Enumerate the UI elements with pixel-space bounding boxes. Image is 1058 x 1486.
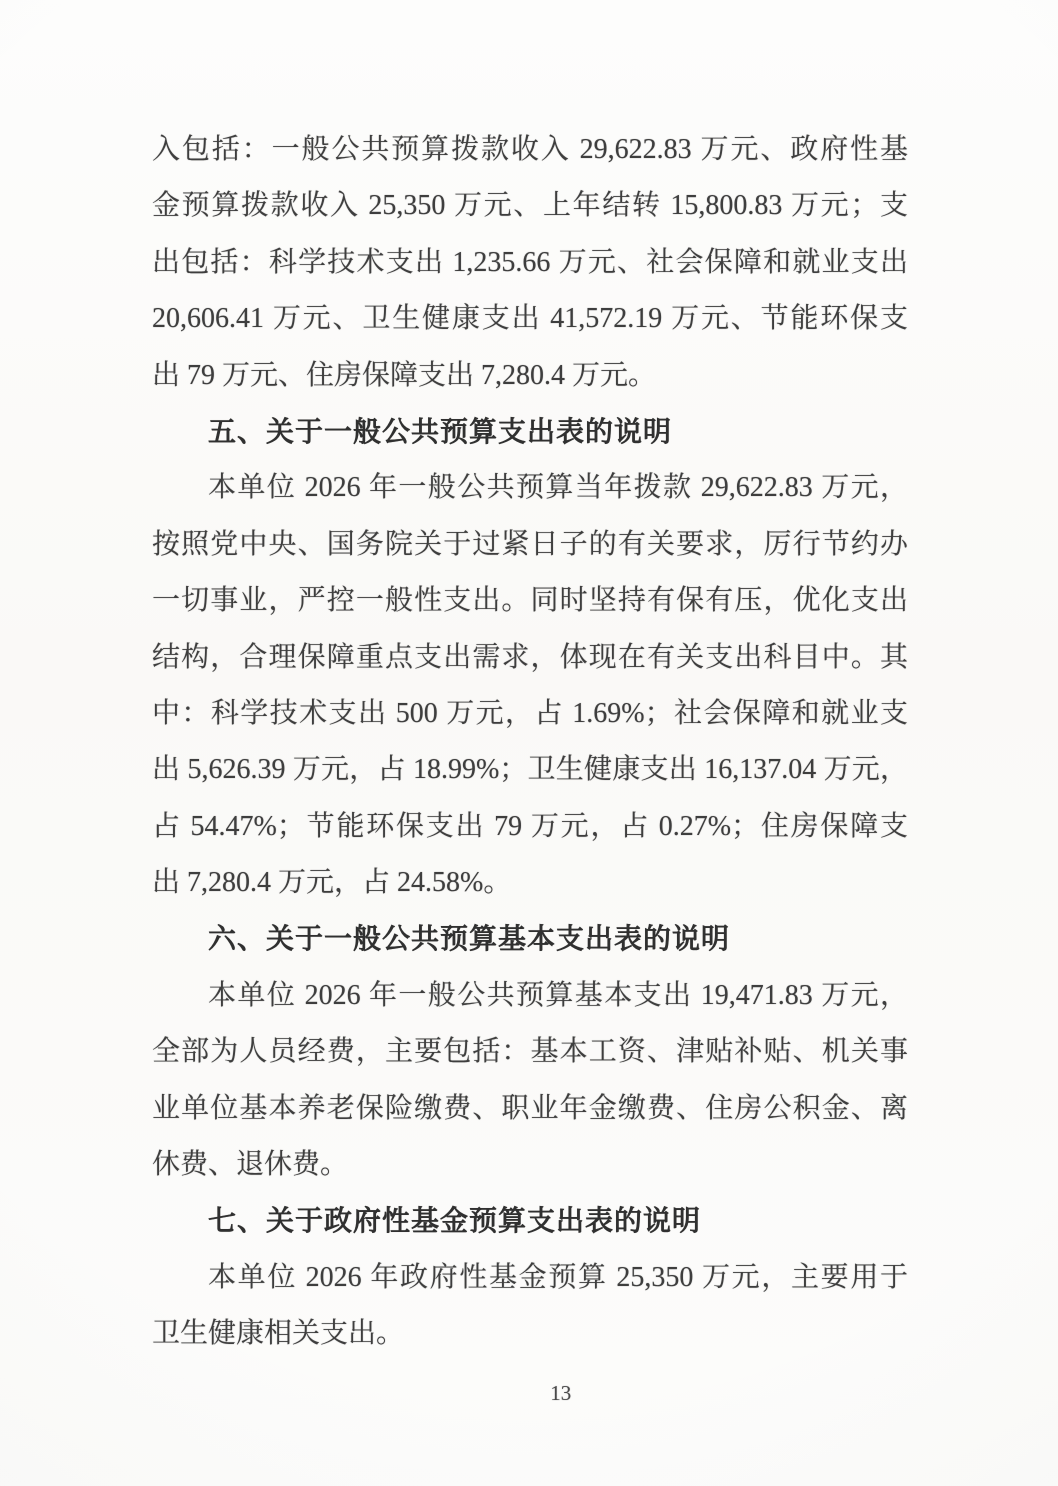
text-line: 本单位 2026 年一般公共预算基本支出 19,471.83 万元， bbox=[208, 979, 908, 1011]
text-line: 按照党中央、国务院关于过紧日子的有关要求，厉行节约办 bbox=[152, 528, 908, 560]
section-heading-7: 七、关于政府性基金预算支出表的说明 bbox=[208, 1205, 702, 1237]
text-line: 出 5,626.39 万元，占 18.99%；卫生健康支出 16,137.04 万元， bbox=[152, 754, 908, 786]
text-line: 出 79 万元、住房保障支出 7,280.4 万元。 bbox=[152, 359, 657, 391]
text-line: 出 7,280.4 万元，占 24.58%。 bbox=[152, 867, 512, 899]
text-line: 本单位 2026 年一般公共预算当年拨款 29,622.83 万元， bbox=[208, 472, 908, 504]
text-line: 一切事业，严控一般性支出。同时坚持有保有压，优化支出 bbox=[152, 585, 908, 617]
text-line: 出包括：科学技术支出 1,235.66 万元、社会保障和就业支出 bbox=[152, 246, 908, 278]
text-line: 休费、退休费。 bbox=[152, 1149, 349, 1181]
text-line: 占 54.47%；节能环保支出 79 万元，占 0.27%；住房保障支 bbox=[152, 810, 908, 842]
text-line: 卫生健康相关支出。 bbox=[152, 1318, 405, 1350]
page-number: 13 bbox=[550, 1381, 572, 1405]
text-line: 全部为人员经费，主要包括：基本工资、津贴补贴、机关事 bbox=[152, 1036, 908, 1068]
text-line: 中：科学技术支出 500 万元，占 1.69%；社会保障和就业支 bbox=[152, 697, 908, 729]
text-line: 本单位 2026 年政府性基金预算 25,350 万元，主要用于 bbox=[208, 1261, 908, 1293]
text-block bbox=[152, 122, 908, 1363]
text-line: 入包括：一般公共预算拨款收入 29,622.83 万元、政府性基 bbox=[152, 134, 908, 165]
text-line: 业单位基本养老保险缴费、职业年金缴费、住房公积金、离 bbox=[152, 1092, 908, 1124]
text-line: 金预算拨款收入 25,350 万元、上年结转 15,800.83 万元；支 bbox=[152, 190, 908, 222]
text-line: 结构，合理保障重点支出需求，体现在有关支出科目中。其 bbox=[152, 641, 908, 673]
section-heading-5: 五、关于一般公共预算支出表的说明 bbox=[208, 415, 673, 447]
section-heading-6: 六、关于一般公共预算基本支出表的说明 bbox=[208, 923, 731, 955]
text-line: 20,606.41 万元、卫生健康支出 41,572.19 万元、节能环保支 bbox=[152, 303, 908, 335]
